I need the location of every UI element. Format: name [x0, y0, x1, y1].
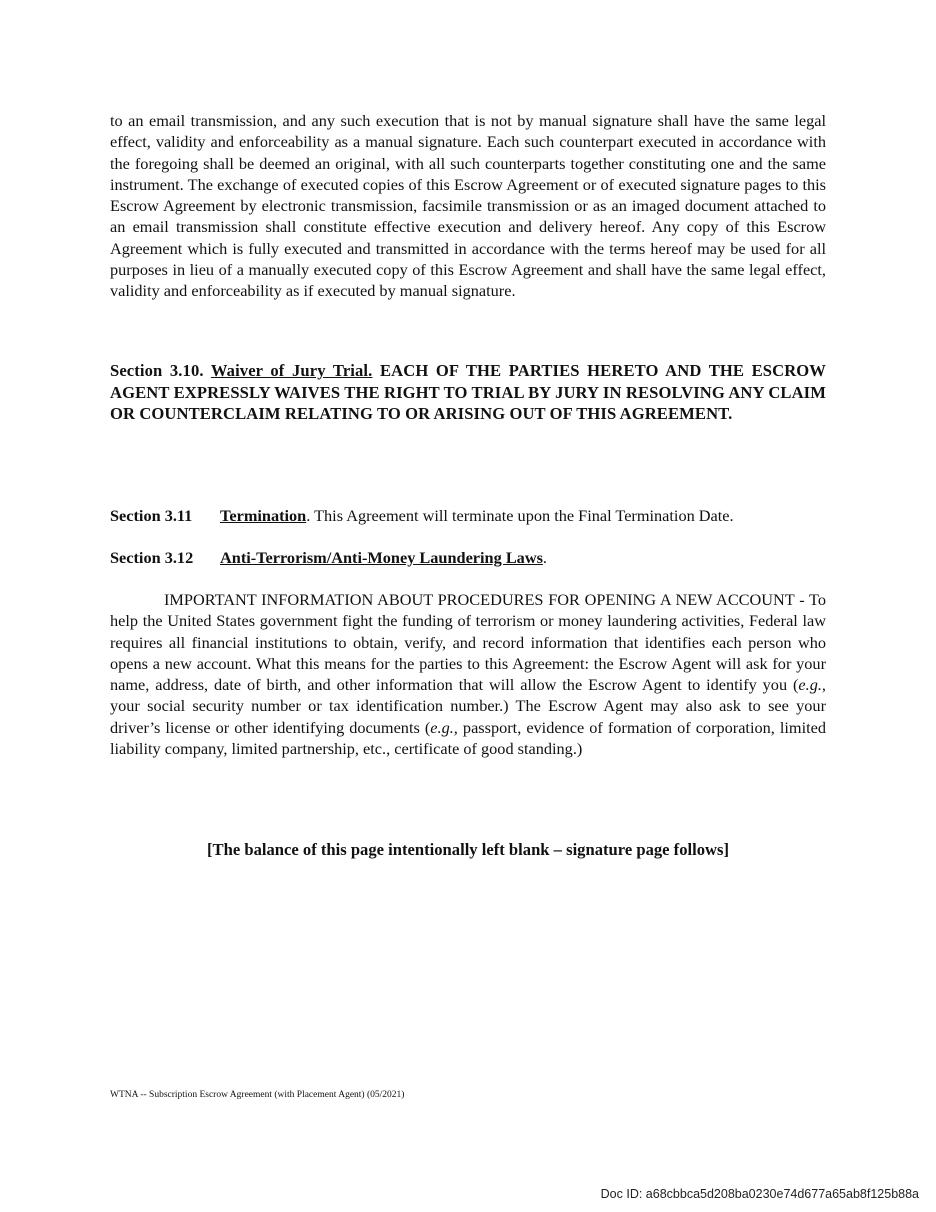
section-3-11-number: Section 3.11	[110, 506, 193, 525]
section-3-10-body: EACH OF THE PARTIES HERETO AND THE ESCROW AGENT EXPRESSLY WAIVES THE RIGHT TO TRIAL BY JURY IN RESOLVING ANY CLAIM OR COUNTERCLAIM RELATING TO OR ARISING OUT OF THIS AGREEMENT.	[110, 361, 827, 424]
important-eg-2: e.g.,	[430, 717, 458, 737]
section-3-11-title: Termination	[220, 506, 307, 525]
section-3-12-number: Section 3.12	[110, 548, 194, 567]
section-3-12	[110, 547, 826, 568]
continuation-paragraph: to an email transmission, and any such execution that is not by manual signature shall have the same legal effect, validity and enforceability as a manual signature. Each such counterpart executed in accordance with the foregoing shall be deemed an original, with all such counterparts together constituting one and the same instrument. The exchange of executed copies of this Escrow Agreement or of executed signature pages to this Escrow Agreement by electronic transmission, facsimile transmission or as an imaged document attached to an email transmission shall constitute effective execution and delivery hereof. Any copy of this Escrow Agreement which is fully executed and transmitted in accordance with the terms hereof may be used for all purposes in lieu of a manually executed copy of this Escrow Agreement and shall have the same legal effect, validity and enforceability as if executed by manual signature.	[110, 111, 826, 301]
blank-page-note: [The balance of this page intentionally left blank – signature page follows]	[207, 840, 729, 859]
section-3-10-number: Section 3.10.	[110, 361, 204, 380]
section-3-12-title: Anti-Terrorism/Anti-Money Laundering Laws	[220, 548, 543, 567]
important-part-3: passport, evidence of formation of corporation, limited liability company, limited partnership, etc., certificate of good standing.)	[110, 717, 827, 759]
section-3-10	[110, 360, 826, 425]
important-information-paragraph	[110, 589, 826, 759]
important-part-1: IMPORTANT INFORMATION ABOUT PROCEDURES FOR OPENING A NEW ACCOUNT - To help the United States government fight the funding of terrorism or money laundering activities, Federal law requires all financial institutions to obtain, verify, and record information that identifies each person who opens a new account. What this means for the parties to this Agreement: the Escrow Agent will ask for your name, address, date of birth, and other information that will allow the Escrow Agent to identify you (	[110, 590, 826, 695]
section-3-11	[110, 505, 826, 526]
important-part-2: , your social security number or tax identification number.) The Escrow Agent may also ask to see your driver’s license or other identifying documents (	[110, 675, 826, 737]
document-footer: WTNA -- Subscription Escrow Agreement (with Placement Agent) (05/2021)	[110, 1090, 405, 1100]
section-3-11-body: . This Agreement will terminate upon the Final Termination Date.	[306, 506, 734, 525]
section-3-12-body: .	[542, 548, 547, 567]
important-eg-1: e.g.	[798, 675, 822, 695]
section-3-10-title: Waiver of Jury Trial.	[210, 361, 373, 380]
doc-id-label: Doc ID: a68cbbca5d208ba0230e74d677a65ab8f125b88a	[600, 1187, 919, 1201]
